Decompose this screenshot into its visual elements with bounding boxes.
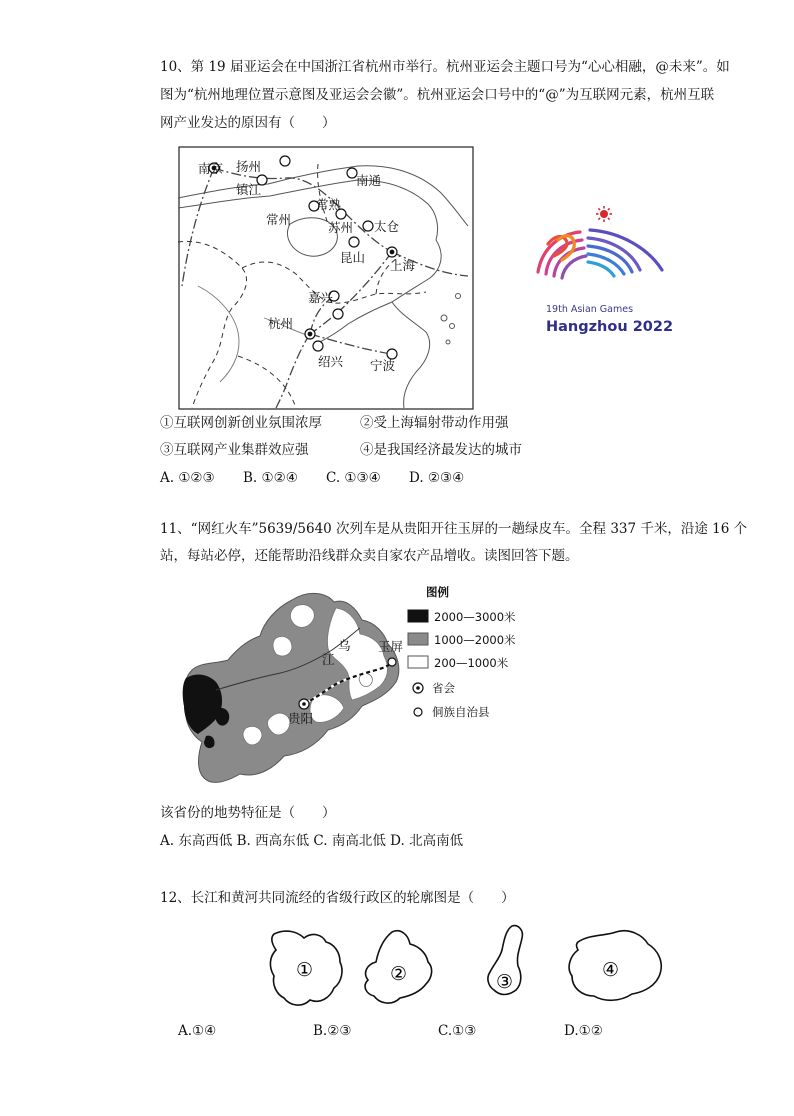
q12-choice-a: A.①④ <box>178 1023 217 1039</box>
logo-sun-icon <box>596 206 612 222</box>
outline-number-2: ② <box>390 963 408 985</box>
map-label-guiyang: 贵阳 <box>288 711 314 726</box>
legend-capital-icon <box>413 683 423 693</box>
legend-county: 侗族自治县 <box>432 705 490 719</box>
logo-subtitle: 19th Asian Games <box>546 304 634 315</box>
legend-high: 2000—3000米 <box>434 610 516 624</box>
q10-stem-line3: 网产业发达的原因有（ ） <box>160 115 336 131</box>
legend-swatch-low <box>408 656 428 668</box>
q10-stem-line2: 图为“杭州地理位置示意图及亚运会会徽”。杭州亚运会口号中的“@”为互联网元素，杭州互联 <box>160 87 715 103</box>
outline-number-3: ③ <box>496 971 514 993</box>
map-label-suzhou: 苏州 <box>328 220 354 235</box>
q11-question: 该省份的地势特征是（ ） <box>160 805 336 821</box>
map-label-jiang: 江 <box>322 652 335 667</box>
map-label-changzhou: 常州 <box>266 212 292 227</box>
q12-stem: 12、长江和黄河共同流经的省级行政区的轮廓图是（ ） <box>160 890 515 906</box>
legend-county-icon <box>414 708 422 716</box>
legend-mid: 1000—2000米 <box>434 633 516 647</box>
q12-choice-d: D.①② <box>564 1023 603 1039</box>
map-label-taicang: 太仓 <box>374 219 400 234</box>
map-label-kunshan: 昆山 <box>340 250 366 265</box>
map-label-hangzhou: 杭州 <box>268 316 294 331</box>
q10-choice-d: D. ②③④ <box>409 470 465 486</box>
legend-swatch-high <box>408 610 428 622</box>
hangzhou-location-map <box>178 146 474 410</box>
provincial-capital-icon <box>299 699 309 709</box>
map-label-shanghai: 上海 <box>390 258 416 273</box>
outline-number-4: ④ <box>602 959 620 981</box>
legend-swatch-mid <box>408 633 428 645</box>
logo-fan-icon <box>538 230 662 278</box>
q10-option-3: ③互联网产业集群效应强 <box>160 442 309 458</box>
map-label-zhenjiang: 镇江 <box>236 182 262 197</box>
q11-stem-line1: 11、“网红火车”5639/5640 次列车是从贵阳开往玉屏的一趟绿皮车。全程 337 千米，沿途 16 个 <box>160 521 748 537</box>
legend-title: 图例 <box>426 585 449 599</box>
dong-county-icon <box>388 658 396 666</box>
asian-games-logo <box>528 200 678 340</box>
q12-choice-c: C.①③ <box>438 1023 477 1039</box>
q10-choice-c: C. ①③④ <box>326 470 381 486</box>
guizhou-terrain-map <box>176 578 516 794</box>
legend-low: 200—1000米 <box>434 656 509 670</box>
q11-stem-line2: 站，每站必停，还能帮助沿线群众卖自家农产品增收。读图回答下题。 <box>160 548 579 564</box>
q10-stem-line1: 10、第 19 届亚运会在中国浙江省杭州市举行。杭州亚运会主题口号为“心心相融，@未来”。如 <box>160 59 730 75</box>
map-label-ningbo: 宁波 <box>370 358 396 373</box>
map-label-yangzhou: 扬州 <box>236 159 262 174</box>
map-label-changshu: 常熟 <box>316 197 342 212</box>
q12-choice-b: B.②③ <box>313 1023 352 1039</box>
map-label-nanjing: 南京 <box>198 161 224 176</box>
outline-number-1: ① <box>296 959 314 981</box>
province-outlines <box>260 922 680 1014</box>
q10-option-1: ①互联网创新创业氛围浓厚 <box>160 415 322 431</box>
q11-choices: A. 东高西低 B. 西高东低 C. 南高北低 D. 北高南低 <box>160 833 464 849</box>
map-label-nantong: 南通 <box>356 173 382 188</box>
logo-title: Hangzhou 2022 <box>546 319 674 335</box>
q10-option-2: ②受上海辐射带动作用强 <box>360 415 509 431</box>
map-label-jiaxing: 嘉兴 <box>308 290 334 305</box>
map-label-shaoxing: 绍兴 <box>318 354 344 369</box>
q10-choice-b: B. ①②④ <box>243 470 298 486</box>
map-label-wu: 乌 <box>338 638 351 653</box>
map-label-yuping: 玉屏 <box>378 639 404 654</box>
q10-option-4: ④是我国经济最发达的城市 <box>360 442 522 458</box>
q10-choice-a: A. ①②③ <box>160 470 215 486</box>
legend-capital: 省会 <box>432 681 455 695</box>
